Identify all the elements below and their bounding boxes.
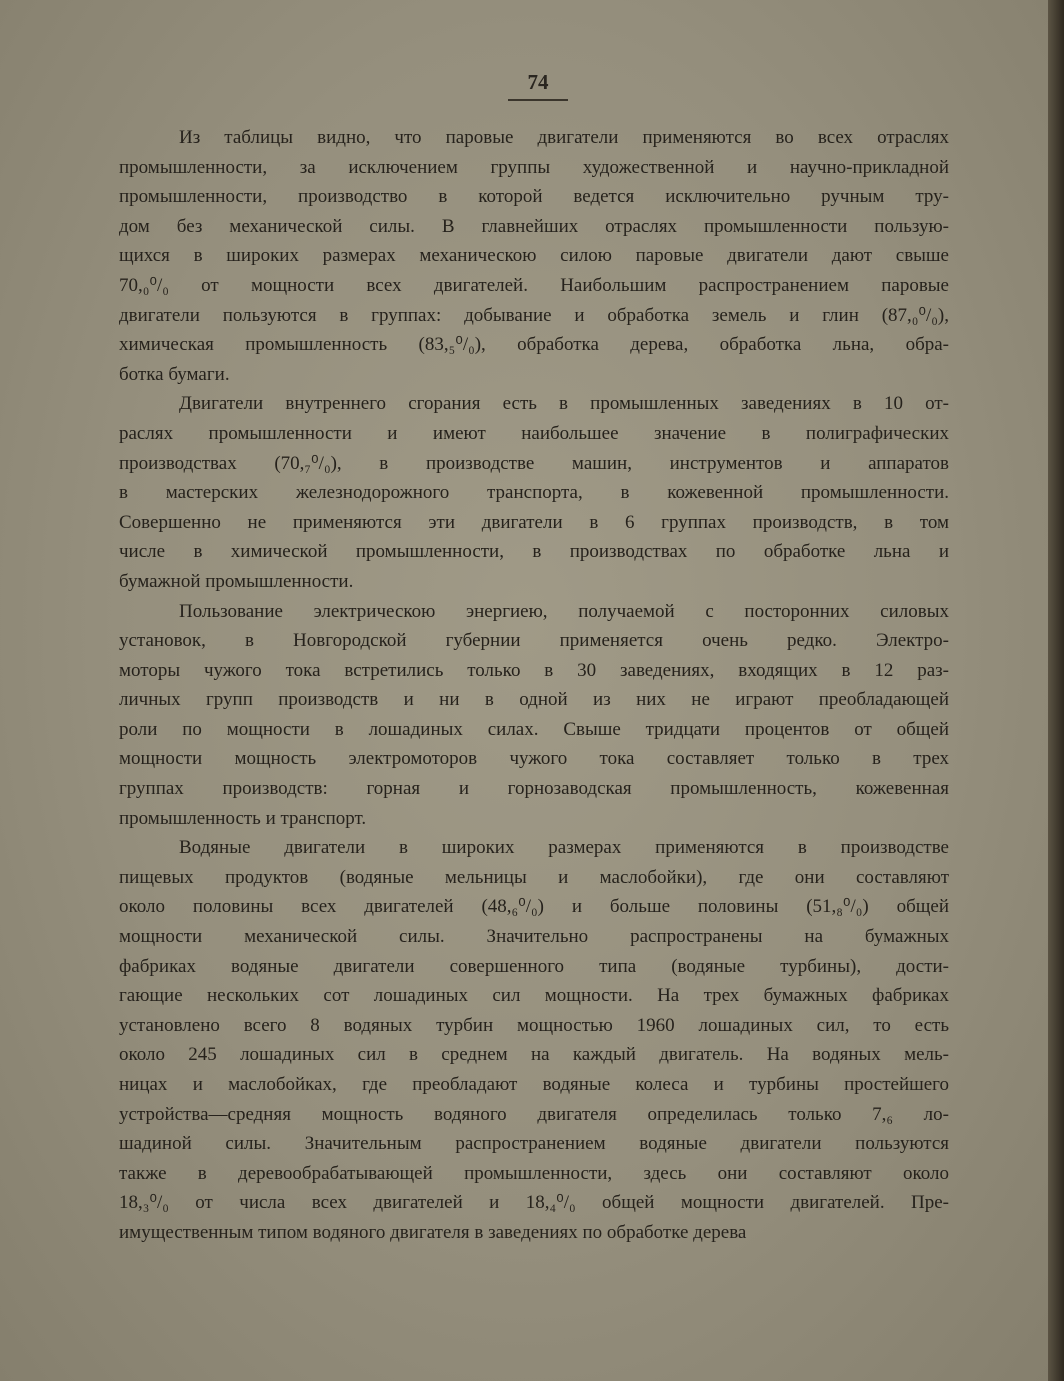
text-line: группах производств: горная и горнозаводская промышленность, кожевенная (119, 778, 949, 800)
page-number-underline (508, 99, 568, 101)
text-line: фабриках водяные двигатели совершенного типа (водяные турбины), дости- (119, 955, 949, 977)
body-text (119, 123, 949, 1248)
paragraph (119, 123, 949, 389)
text-line: в мастерских железнодорожного транспорта, в кожевенной промышленности. (119, 482, 949, 504)
text-line: устройства—средняя мощность водяного двигателя определилась только 7,₆ ло- (119, 1103, 949, 1125)
text-line: мощности мощность электромоторов чужого тока составляет только в трех (119, 748, 949, 770)
text-line: личных групп производств и ни в одной из них не играют преобладающей (119, 689, 949, 711)
text-line: промышленности, производство в которой ведется исключительно ручным тру- (119, 186, 949, 208)
text-line: Водяные двигатели в широких размерах применяются в производстве (179, 837, 949, 859)
text-line: имущественным типом водяного двигателя в заведениях по обработке дерева (119, 1221, 747, 1243)
text-line: около 245 лошадиных сил в среднем на каждый двигатель. На водяных мель- (119, 1044, 949, 1066)
text-line: дом без механической силы. В главнейших отраслях промышленности пользую- (119, 215, 949, 237)
text-line: щихся в широких размерах механическою силою паровые двигатели дают свыше (119, 245, 949, 267)
paragraph (119, 389, 949, 596)
text-line: химическая промышленность (83,₅⁰/₀), обработка дерева, обработка льна, обра- (119, 334, 949, 356)
text-line: около половины всех двигателей (48,₆⁰/₀) и больше половины (51,₈⁰/₀) общей (119, 896, 949, 918)
text-line: числе в химической промышленности, в производствах по обработке льна и (119, 541, 949, 563)
paragraph (119, 833, 949, 1247)
text-line: пищевых продуктов (водяные мельницы и маслобойки), где они составляют (119, 866, 949, 888)
text-line: 70,₀⁰/₀ от мощности всех двигателей. Наибольшим распространением паровые (119, 274, 949, 296)
text-line: Из таблицы видно, что паровые двигатели применяются во всех отраслях (179, 127, 949, 148)
text-line: установлено всего 8 водяных турбин мощностью 1960 лошадиных сил, то есть (119, 1014, 949, 1036)
text-line: моторы чужого тока встретились только в 30 заведениях, входящих в 12 раз- (119, 659, 949, 681)
text-line: мощности механической силы. Значительно распространены на бумажных (119, 926, 949, 948)
paragraph (119, 597, 949, 834)
text-line: раслях промышленности и имеют наибольшее значение в полиграфических (119, 422, 949, 444)
text-line: ницах и маслобойках, где преобладают водяные колеса и турбины простейшего (119, 1074, 949, 1095)
text-line: промышленности, за исключением группы художественной и научно-прикладной (119, 156, 949, 178)
text-line: гающие нескольких сот лошадиных сил мощности. На трех бумажных фабриках (119, 985, 949, 1007)
text-line: Совершенно не применяются эти двигатели в 6 группах производств, в том (119, 511, 949, 533)
text-line: роли по мощности в лошадиных силах. Свыше тридцати процентов от общей (119, 718, 949, 740)
text-line: установок, в Новгородской губернии применяется очень редко. Электро- (119, 630, 949, 652)
page-number: 74 (527, 70, 549, 94)
text-line: ботка бумаги. (119, 363, 230, 385)
page-edge (1048, 0, 1064, 1381)
text-line: Пользование электрическою энергиею, получаемой с посторонних силовых (179, 600, 949, 622)
text-line: 18,₃⁰/₀ от числа всех двигателей и 18,₄⁰/₀ общей мощности двигателей. Пре- (119, 1192, 949, 1214)
text-line: шадиной силы. Значительным распространением водяные двигатели пользуются (119, 1133, 949, 1155)
text-line: двигатели пользуются в группах: добывание и обработка земель и глин (87,₀⁰/₀), (119, 304, 949, 326)
text-line: промышленность и транспорт. (119, 807, 367, 829)
text-line: Двигатели внутреннего сгорания есть в промышленных заведениях в 10 от- (179, 393, 949, 415)
text-line: бумажной промышленности. (119, 570, 354, 592)
text-line: также в деревообрабатывающей промышленности, здесь они составляют около (119, 1162, 949, 1184)
text-line: производствах (70,₇⁰/₀), в производстве машин, инструментов и аппаратов (119, 452, 949, 474)
